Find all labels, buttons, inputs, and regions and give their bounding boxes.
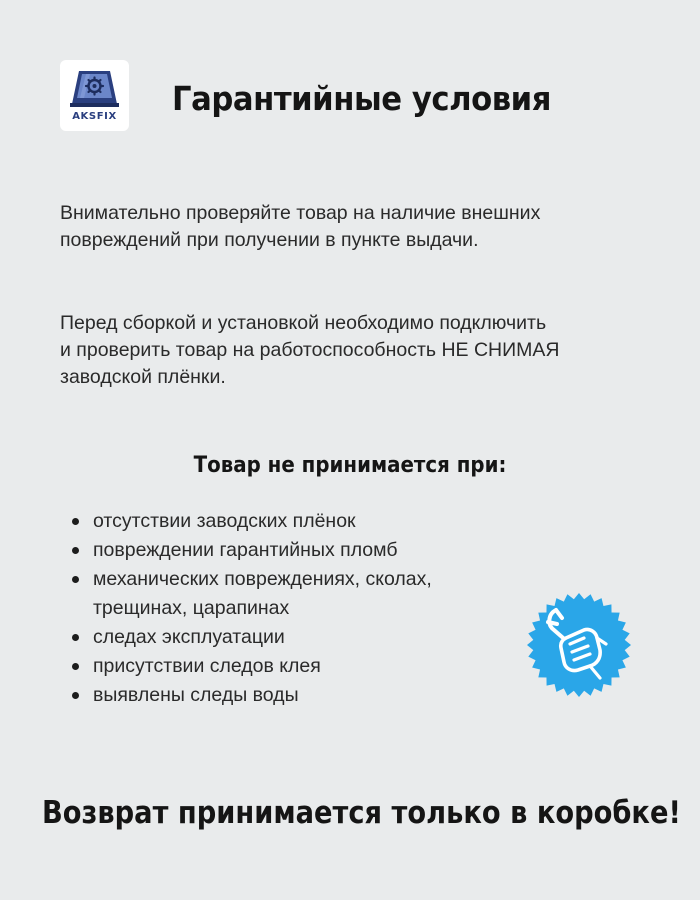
list-item	[70, 681, 553, 710]
list-item-text: следах эксплуатации	[93, 626, 285, 648]
inspection-text: Внимательно проверяйте товар на наличие внешних повреждений при получении в пункте выдачи.	[60, 202, 541, 251]
logo-text: AKSFIX	[72, 111, 117, 122]
not-accepted-list	[70, 507, 553, 710]
bullet-icon	[72, 547, 79, 554]
list-item	[70, 507, 553, 536]
list-item-text: отсутствии заводских плёнок	[93, 510, 356, 532]
list-item-text: выявлены следы воды	[93, 684, 299, 706]
list-item	[70, 623, 553, 652]
bullet-icon	[72, 518, 79, 525]
inspection-paragraph	[60, 200, 540, 254]
bullet-icon	[72, 663, 79, 670]
aksfix-logo-icon	[60, 60, 129, 112]
return-notice: Возврат принимается только в коробке!	[42, 795, 681, 831]
list-item	[70, 652, 553, 681]
list-item	[70, 565, 553, 623]
testing-text: Перед сборкой и установкой необходимо подключить и проверить товар на работоспособность НЕ СНИМАЯ заводской плёнки.	[60, 312, 560, 388]
list-item	[70, 536, 553, 565]
hand-wrench-badge-icon	[526, 592, 632, 698]
bullet-icon	[72, 634, 79, 641]
page-title: Гарантийные условия	[172, 79, 551, 118]
list-item-text: механических повреждениях, сколах, трещинах, царапинах	[93, 568, 432, 619]
testing-paragraph	[60, 310, 560, 391]
list-item-text: повреждении гарантийных пломб	[93, 539, 398, 561]
bullet-icon	[72, 576, 79, 583]
list-item-text: присутствии следов клея	[93, 655, 321, 677]
aksfix-logo	[60, 60, 129, 131]
bullet-icon	[72, 692, 79, 699]
not-accepted-heading: Товар не принимается при:	[193, 453, 507, 478]
